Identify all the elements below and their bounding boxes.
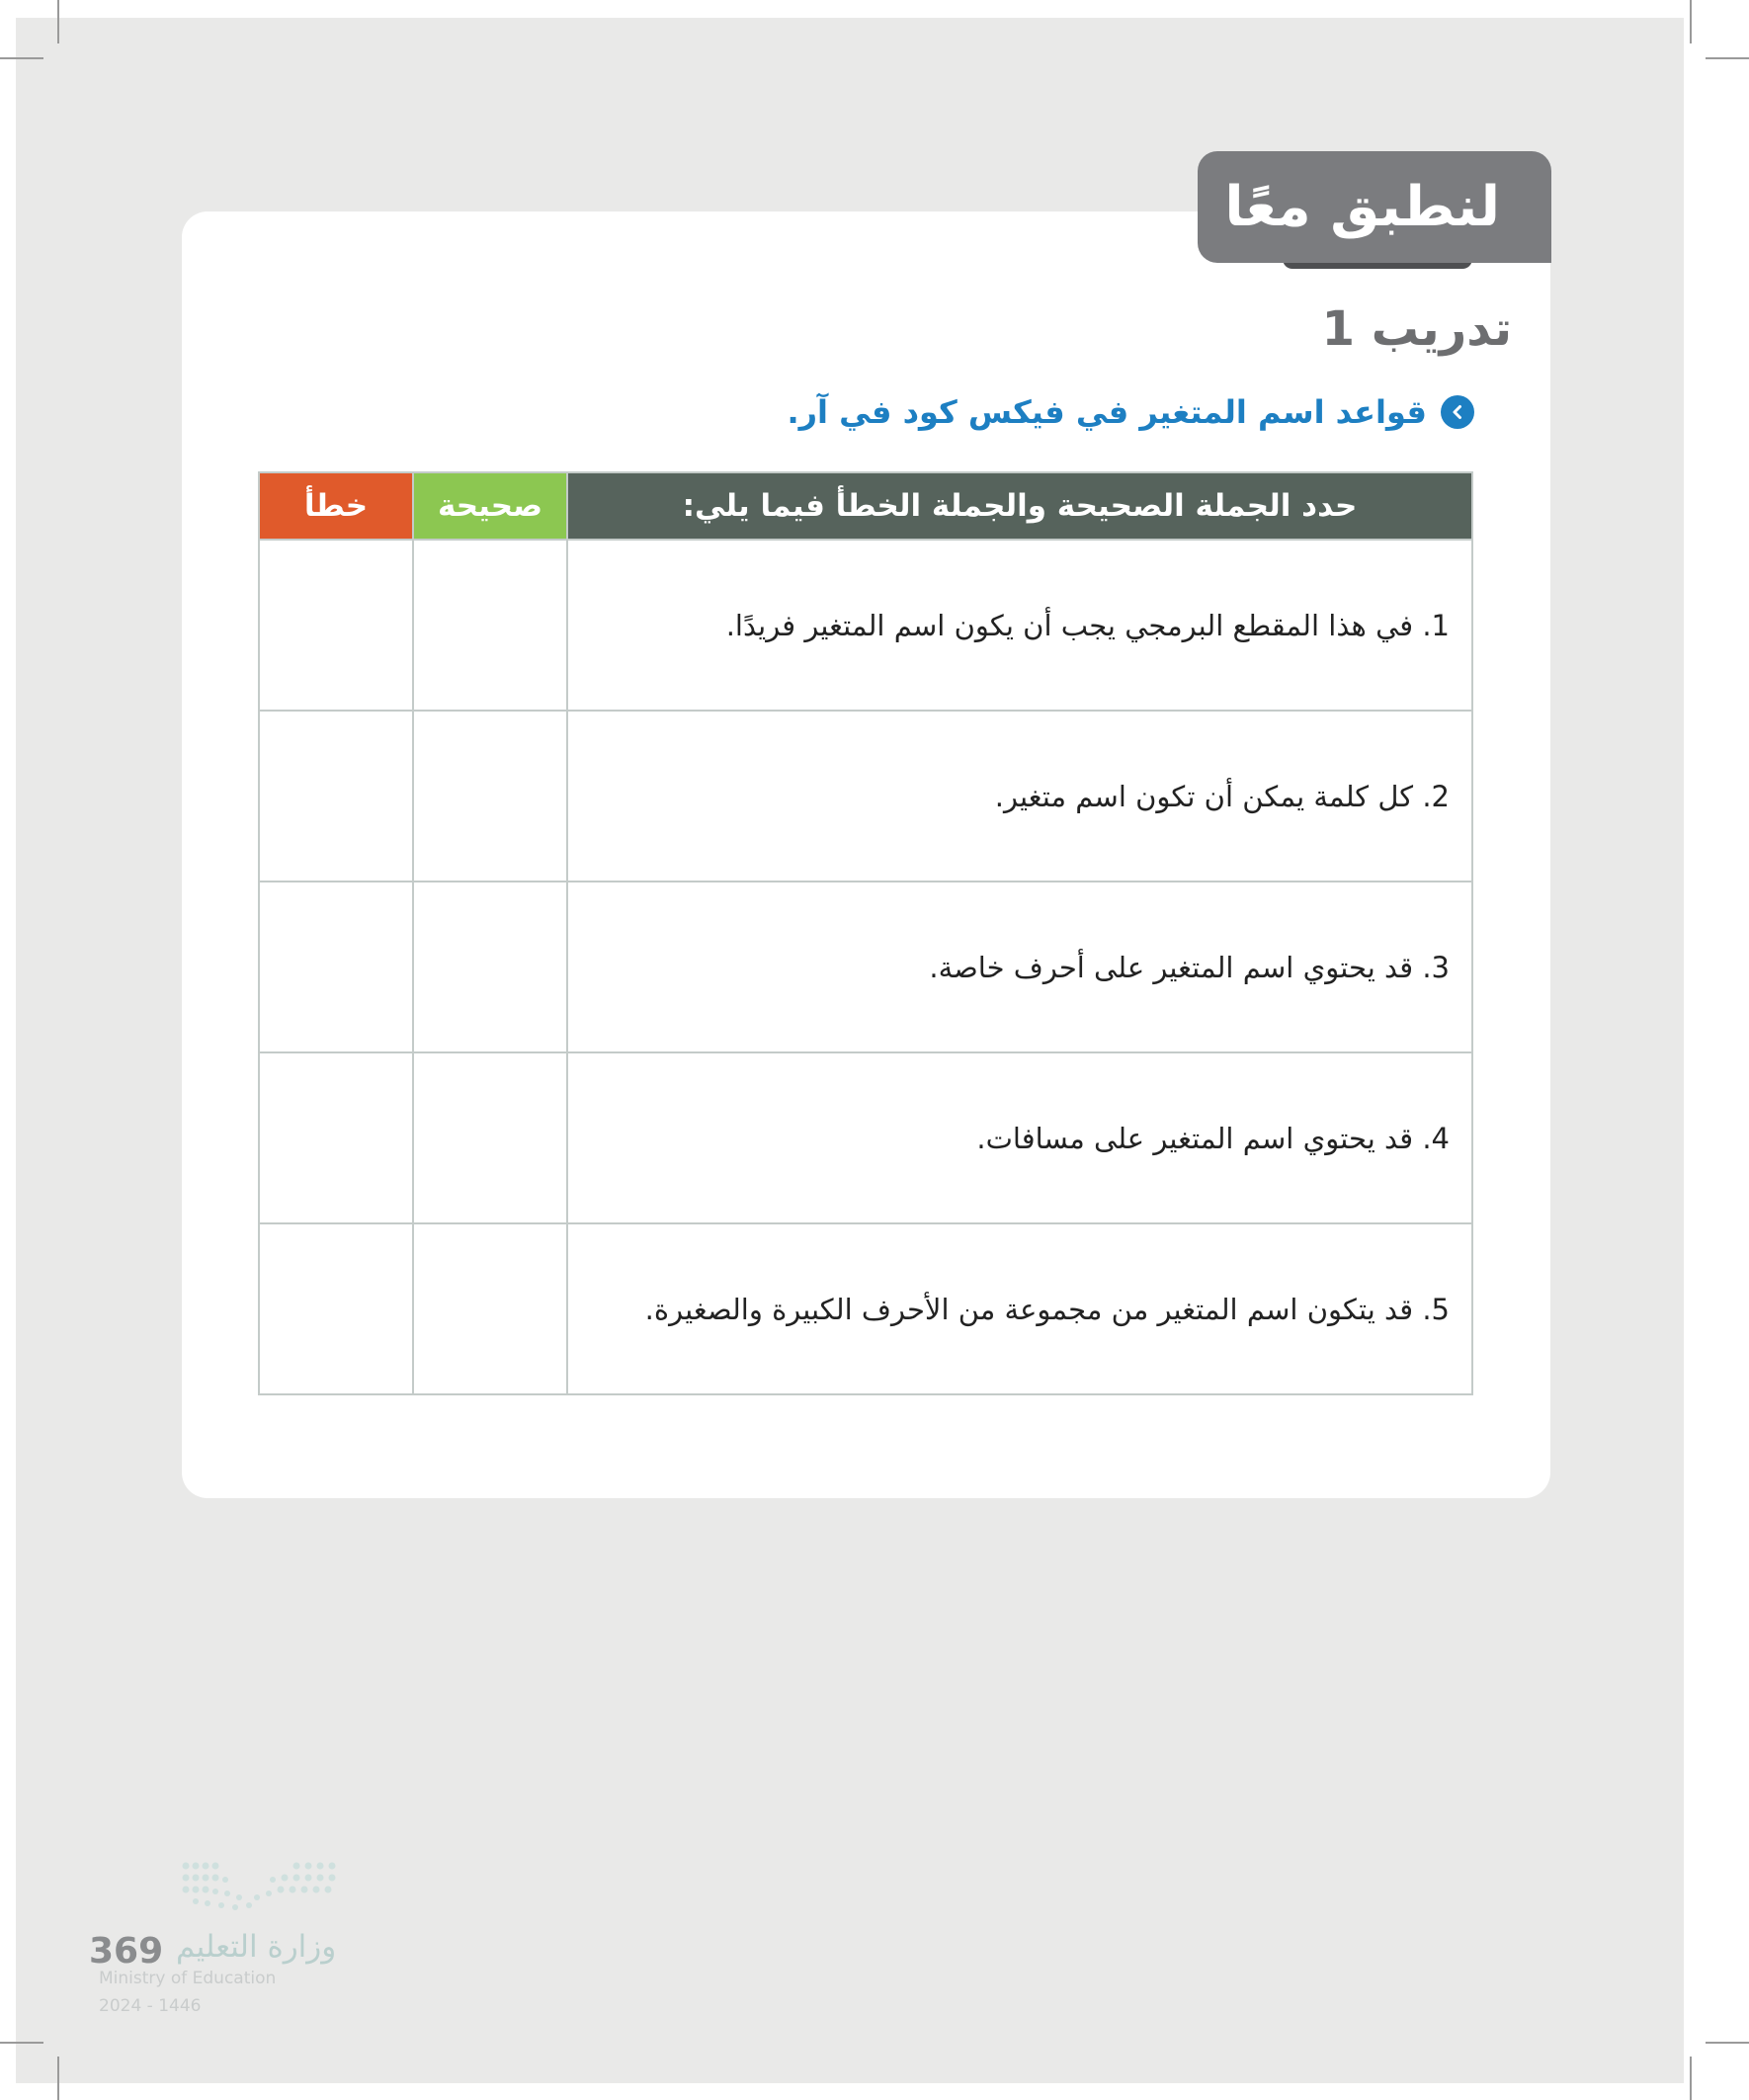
exercise-subtitle-row <box>787 393 1474 431</box>
crop-mark <box>0 57 43 59</box>
statement-cell: 2. كل كلمة يمكن أن تكون اسم متغير. <box>567 711 1472 882</box>
header-statement: حدد الجملة الصحيحة والجملة الخطأ فيما يلي: <box>567 472 1472 540</box>
table-row <box>259 882 1472 1052</box>
wrong-answer-cell[interactable] <box>259 1052 413 1223</box>
wrong-answer-cell[interactable] <box>259 540 413 711</box>
edition-year: 2024 - 1446 <box>99 1996 202 2016</box>
table-row <box>259 1223 1472 1394</box>
ministry-name-ar: وزارة التعليم <box>176 1929 337 1965</box>
crop-mark <box>1690 0 1692 43</box>
crop-mark <box>57 2057 59 2100</box>
table-row <box>259 711 1472 882</box>
table-row <box>259 1052 1472 1223</box>
table-row <box>259 540 1472 711</box>
statement-cell: 5. قد يتكون اسم المتغير من مجموعة من الأحرف الكبيرة والصغيرة. <box>567 1223 1472 1394</box>
page-number: 369 <box>89 1931 164 1972</box>
wrong-answer-cell[interactable] <box>259 711 413 882</box>
section-title: لنطبق معًا <box>1224 175 1500 239</box>
section-tab <box>1198 151 1551 263</box>
correct-answer-cell[interactable] <box>413 540 567 711</box>
statement-cell: 4. قد يحتوي اسم المتغير على مسافات. <box>567 1052 1472 1223</box>
correct-answer-cell[interactable] <box>413 1052 567 1223</box>
header-correct: صحيحة <box>413 472 567 540</box>
crop-mark <box>1706 2042 1749 2044</box>
header-wrong: خطأ <box>259 472 413 540</box>
true-false-table <box>258 471 1473 1395</box>
correct-answer-cell[interactable] <box>413 1223 567 1394</box>
crop-mark <box>1706 57 1749 59</box>
correct-answer-cell[interactable] <box>413 882 567 1052</box>
statement-cell: 3. قد يحتوي اسم المتغير على أحرف خاصة. <box>567 882 1472 1052</box>
chevron-left-icon <box>1441 395 1474 429</box>
wrong-answer-cell[interactable] <box>259 1223 413 1394</box>
correct-answer-cell[interactable] <box>413 711 567 882</box>
exercise-subtitle: قواعد اسم المتغير في فيكس كود في آر. <box>787 393 1427 431</box>
statement-cell: 1. في هذا المقطع البرمجي يجب أن يكون اسم المتغير فريدًا. <box>567 540 1472 711</box>
wrong-answer-cell[interactable] <box>259 882 413 1052</box>
crop-mark <box>1690 2057 1692 2100</box>
crop-mark <box>0 2042 43 2044</box>
exercise-title: تدريب 1 <box>1321 301 1512 357</box>
crop-mark <box>57 0 59 43</box>
table-header-row <box>259 472 1472 540</box>
ministry-name-en: Ministry of Education <box>99 1969 277 1988</box>
